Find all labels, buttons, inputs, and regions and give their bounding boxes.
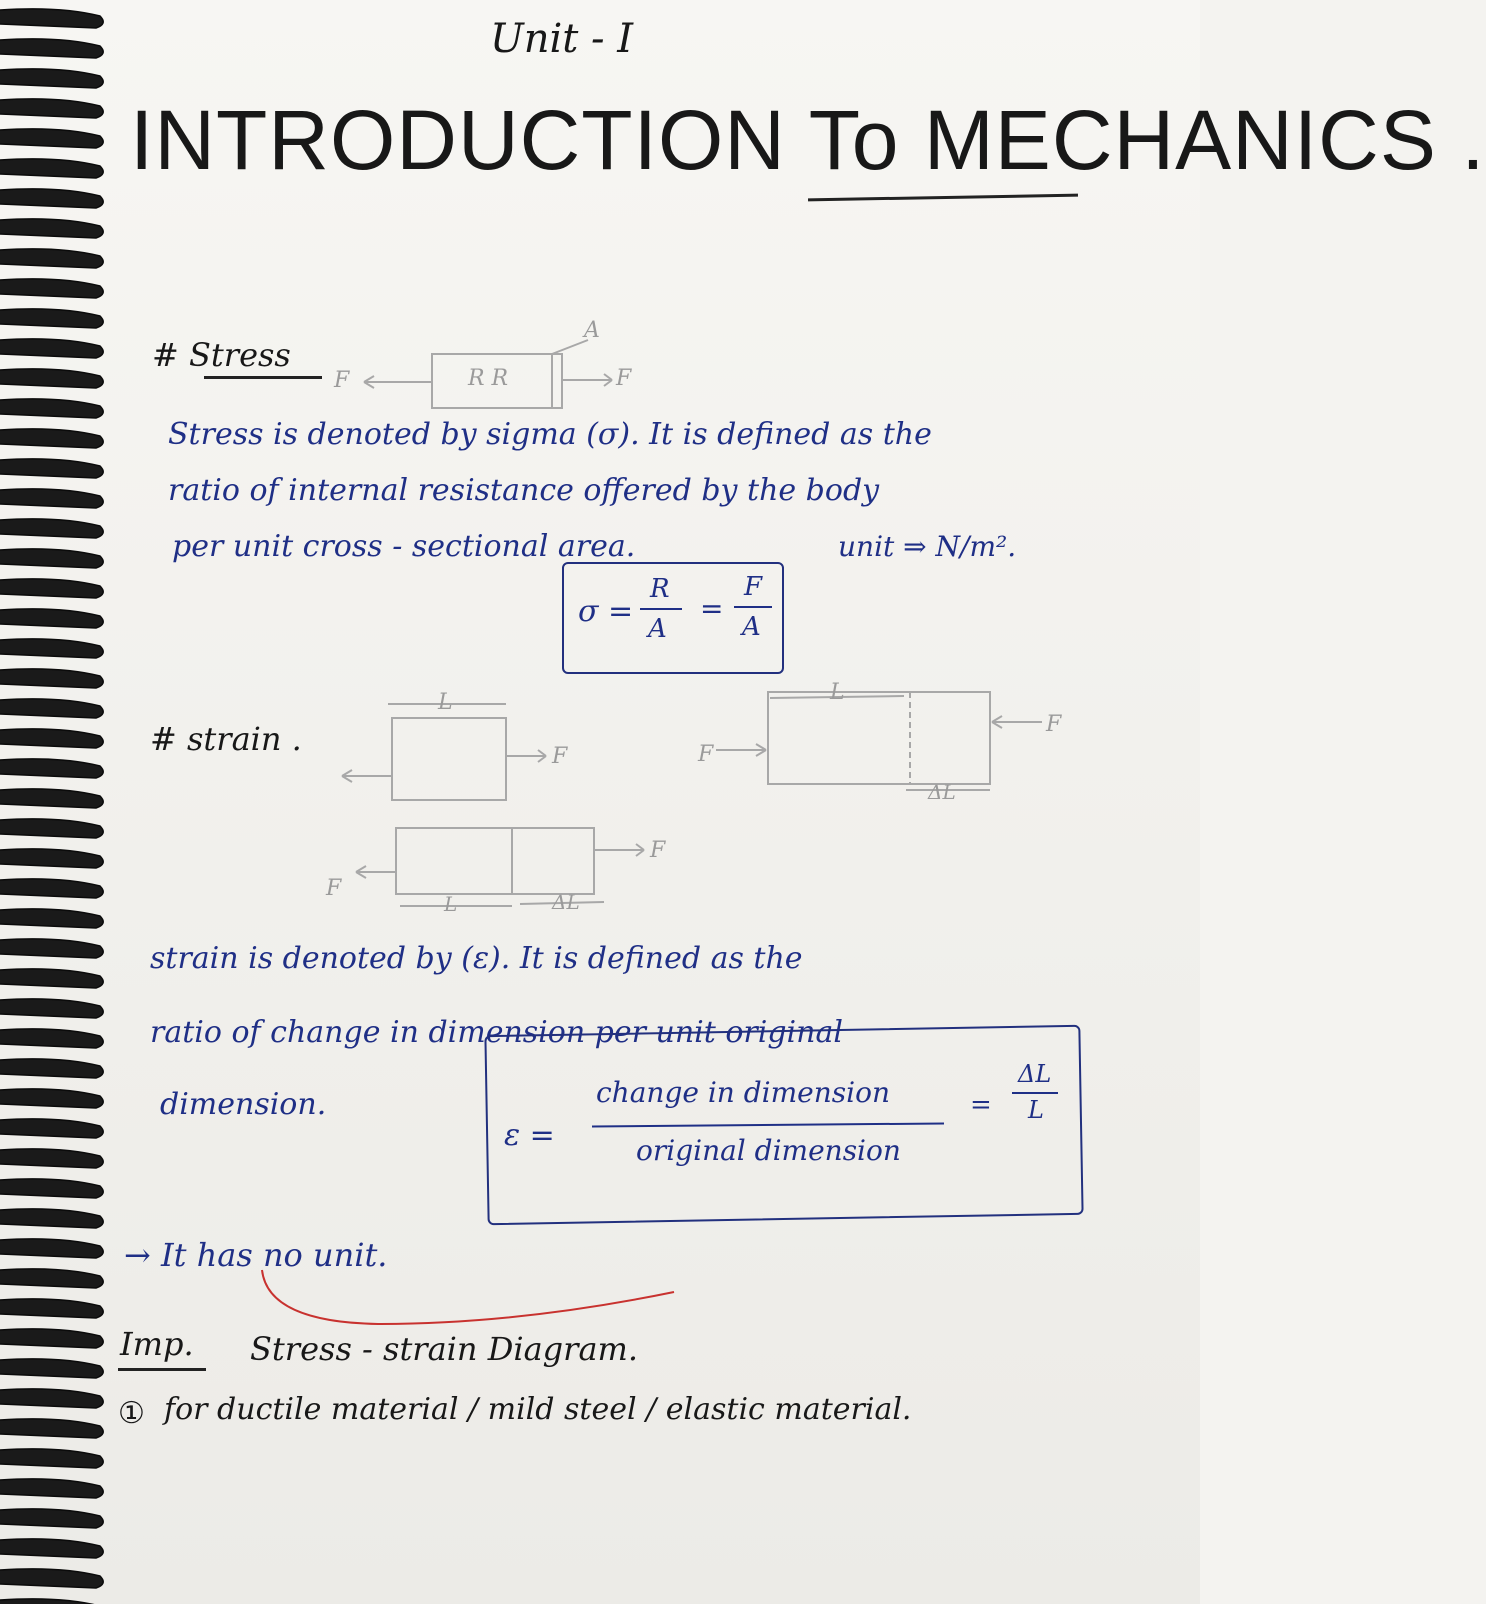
spiral-coil bbox=[0, 549, 103, 568]
no-unit-note: → It has no unit. bbox=[124, 1236, 388, 1274]
spiral-coil bbox=[0, 1119, 103, 1138]
spiral-coil bbox=[0, 1359, 103, 1378]
stress-para-line-2: ratio of internal resistance offered by the body bbox=[168, 473, 880, 508]
strain2-left-force-label: F bbox=[698, 742, 714, 767]
spiral-coil bbox=[0, 699, 103, 718]
strain2-right-force-label: F bbox=[1046, 712, 1062, 737]
stress-frac1-den: A bbox=[648, 614, 667, 644]
stress-area-label: A bbox=[584, 318, 600, 343]
spiral-coil bbox=[0, 369, 103, 388]
strain3-right-force-label: F bbox=[650, 838, 666, 863]
spiral-coil bbox=[0, 429, 103, 448]
spiral-coil bbox=[0, 1029, 103, 1048]
spiral-coil bbox=[0, 9, 103, 28]
stress-area-pointer bbox=[552, 340, 588, 354]
strain2-delta-label: ΔL bbox=[928, 780, 956, 804]
strain-frac-den: L bbox=[1028, 1096, 1044, 1124]
strain-bar-1 bbox=[392, 718, 506, 800]
spiral-coil bbox=[0, 1209, 103, 1228]
spiral-coil bbox=[0, 909, 103, 928]
spiral-coil bbox=[0, 849, 103, 868]
spiral-coil bbox=[0, 789, 103, 808]
strain1-length-label: L bbox=[438, 690, 453, 715]
strain3-length-label: L bbox=[444, 892, 458, 916]
spiral-coil bbox=[0, 1089, 103, 1108]
spiral-coil bbox=[0, 249, 103, 268]
spiral-coil bbox=[0, 129, 103, 148]
spiral-coil bbox=[0, 1179, 103, 1198]
spiral-coil bbox=[0, 1329, 103, 1348]
spiral-coil bbox=[0, 39, 103, 58]
item-1-number: ① bbox=[118, 1396, 145, 1431]
stress-right-force-label: F bbox=[616, 366, 632, 391]
spiral-coil bbox=[0, 99, 103, 118]
strain-formula-eq: = bbox=[970, 1090, 992, 1120]
diagram-section-title: Stress - strain Diagram. bbox=[250, 1330, 639, 1368]
stress-frac1-num: R bbox=[650, 574, 670, 604]
spiral-coil bbox=[0, 999, 103, 1018]
item-1-text: for ductile material / mild steel / elastic material. bbox=[164, 1392, 912, 1427]
stress-left-force-label: F bbox=[334, 368, 350, 393]
spiral-binding bbox=[0, 0, 130, 1604]
strain-frac-num: ΔL bbox=[1018, 1060, 1052, 1088]
spiral-coil bbox=[0, 1419, 103, 1438]
strain-para-line-2: ratio of change in dimension per unit original bbox=[150, 1015, 843, 1050]
spiral-coil bbox=[0, 879, 103, 898]
spiral-coil bbox=[0, 519, 103, 538]
strain3-delta-label: ΔL bbox=[552, 890, 580, 914]
strain-bar-3 bbox=[396, 828, 594, 894]
stress-internal-label: R R bbox=[468, 366, 509, 391]
strain-para-line-1: strain is denoted by (ε). It is defined as the bbox=[150, 941, 803, 976]
strain-heading: # strain . bbox=[150, 720, 302, 758]
spiral-coil bbox=[0, 459, 103, 478]
strain-para-line-3: dimension. bbox=[160, 1087, 327, 1122]
stress-frac2-den: A bbox=[742, 612, 761, 642]
strain-formula-den: original dimension bbox=[636, 1134, 901, 1167]
spiral-coil bbox=[0, 219, 103, 238]
spiral-coil bbox=[0, 639, 103, 658]
title-underline bbox=[808, 194, 1078, 202]
spiral-coil bbox=[0, 1509, 103, 1528]
spiral-coil bbox=[0, 339, 103, 358]
spiral-coil bbox=[0, 1569, 103, 1588]
stress-frac2-bar bbox=[734, 606, 772, 608]
spiral-coil bbox=[0, 279, 103, 298]
page-title: INTRODUCTION To MECHANICS . bbox=[130, 93, 1486, 187]
spiral-coil bbox=[0, 1059, 103, 1078]
stress-para-line-1: Stress is denoted by sigma (σ). It is defined as the bbox=[168, 417, 932, 452]
spiral-coil bbox=[0, 819, 103, 838]
spiral-coil bbox=[0, 1479, 103, 1498]
spiral-coil bbox=[0, 1149, 103, 1168]
spiral-coil bbox=[0, 309, 103, 328]
spiral-coil bbox=[0, 1449, 103, 1468]
spiral-coil bbox=[0, 579, 103, 598]
stress-para-line-3: per unit cross - sectional area. bbox=[172, 529, 636, 564]
spiral-coil bbox=[0, 489, 103, 508]
stress-heading-underline bbox=[204, 376, 322, 379]
red-underline-arc bbox=[258, 1262, 678, 1332]
spiral-coil bbox=[0, 159, 103, 178]
strain-bar-2 bbox=[768, 692, 990, 784]
imp-underline bbox=[118, 1368, 206, 1371]
stress-frac1-bar bbox=[640, 608, 682, 610]
spiral-coil bbox=[0, 1299, 103, 1318]
stress-formula-eq: = bbox=[700, 592, 724, 625]
spiral-coil bbox=[0, 939, 103, 958]
spiral-coil bbox=[0, 759, 103, 778]
stress-unit-note: unit ⇒ N/m². bbox=[838, 530, 1017, 563]
spiral-coil bbox=[0, 399, 103, 418]
spiral-coil bbox=[0, 729, 103, 748]
stress-frac2-num: F bbox=[744, 572, 763, 602]
strain-formula-num: change in dimension bbox=[596, 1076, 890, 1109]
spiral-coil bbox=[0, 1269, 103, 1288]
spiral-coil bbox=[0, 189, 103, 208]
strain-formula-lhs: ε = bbox=[504, 1118, 555, 1153]
spiral-coil bbox=[0, 969, 103, 988]
strain1-force-label: F bbox=[552, 744, 568, 769]
strain2-length-label: L bbox=[830, 680, 845, 705]
spiral-coil bbox=[0, 1239, 103, 1258]
strain3-left-force-label: F bbox=[326, 876, 342, 901]
unit-label: Unit - I bbox=[490, 16, 634, 62]
spiral-coil bbox=[0, 1539, 103, 1558]
spiral-coil bbox=[0, 609, 103, 628]
spiral-coil bbox=[0, 69, 103, 88]
spiral-coil bbox=[0, 669, 103, 688]
spiral-coil bbox=[0, 1599, 103, 1604]
stress-formula-lhs: σ = bbox=[578, 594, 634, 629]
spiral-coil bbox=[0, 1389, 103, 1408]
imp-label: Imp. bbox=[120, 1325, 194, 1363]
strain-frac-bar bbox=[1012, 1092, 1058, 1094]
stress-heading: # Stress bbox=[152, 336, 291, 374]
